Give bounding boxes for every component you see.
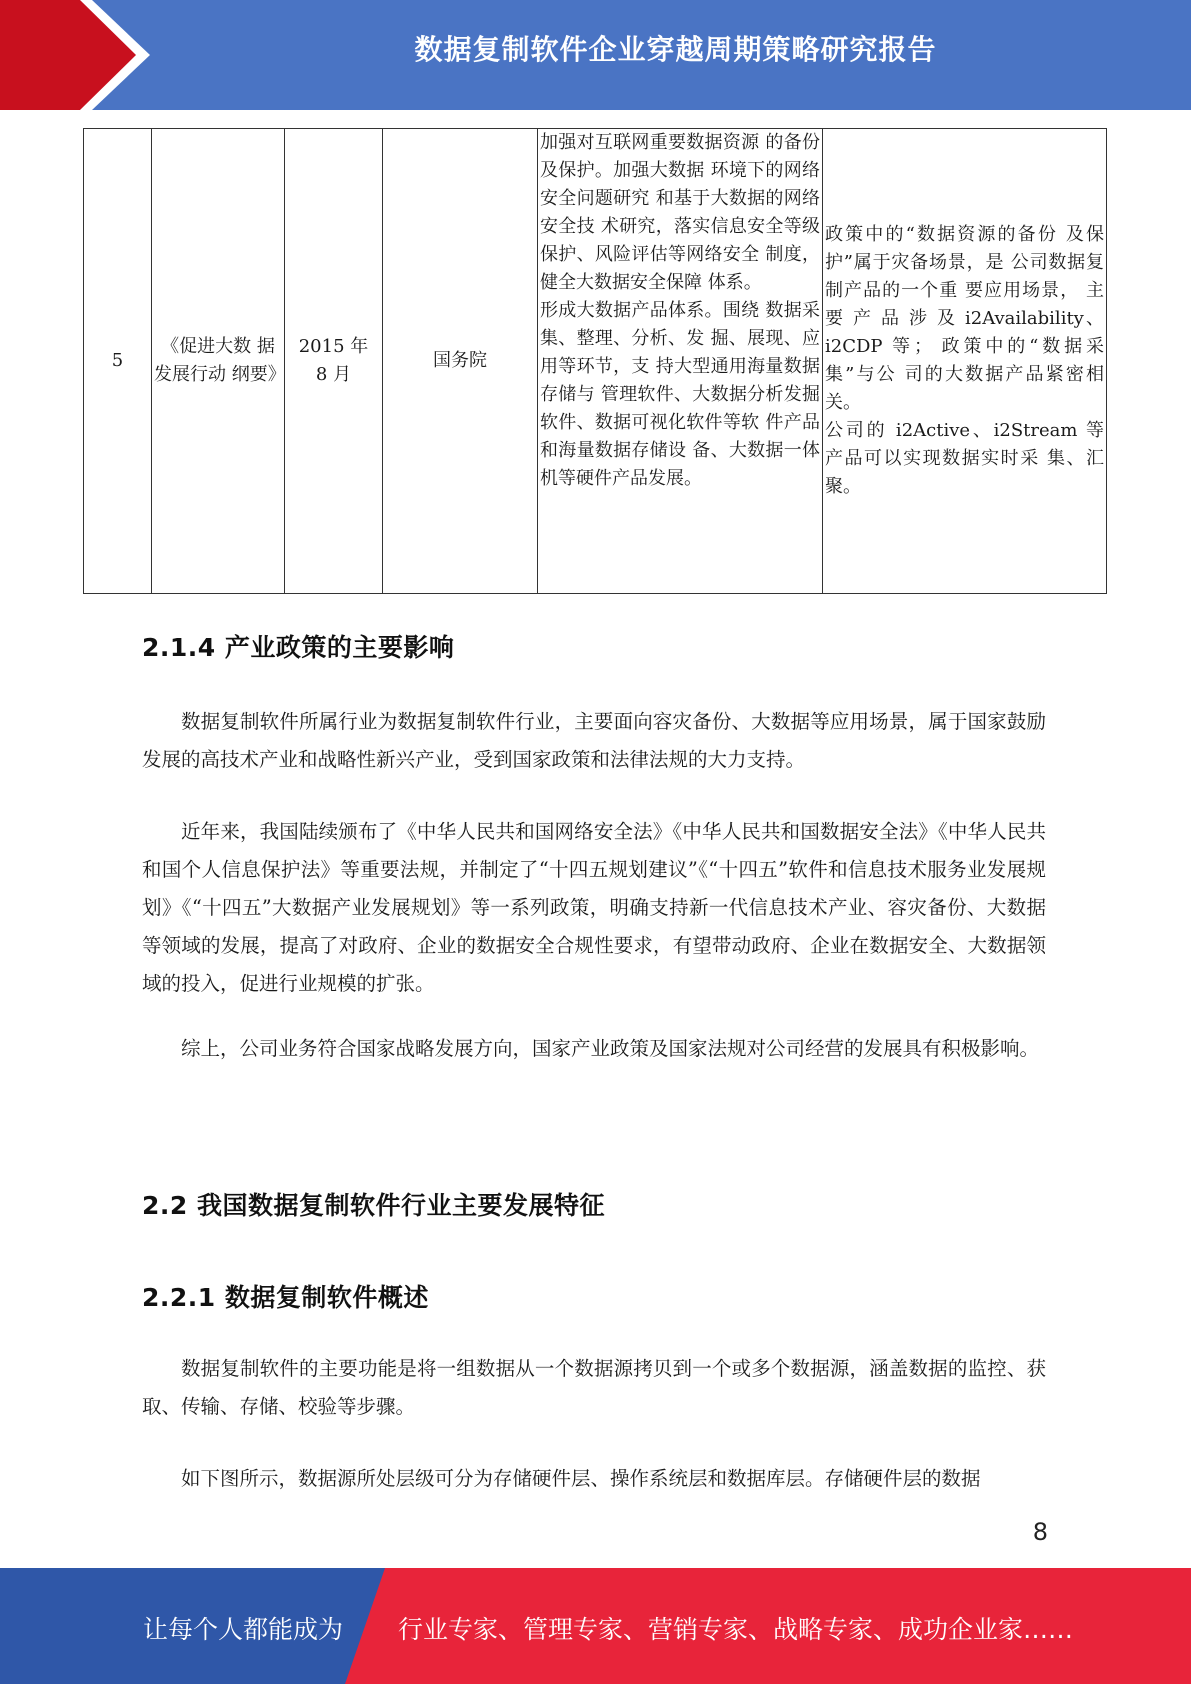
section-heading: 2.2 我国数据复制软件行业主要发展特征 (142, 1191, 605, 1220)
body-paragraph: 数据复制软件所属行业为数据复制软件行业，主要面向容灾备份、大数据等应用场景，属于国家鼓励发展的高技术产业和战略性新兴产业，受到国家政策和法律法规的大力支持。 (142, 710, 1046, 771)
body-paragraph: 近年来，我国陆续颁布了《中华人民共和国网络安全法》《中华人民共和国数据安全法》《中华人民共和国个人信息保护法》等重要法规，并制定了“十四五规划建议”《“十四五”软件和信息技术服务业发展规划》《“十四五”大数据产业发展规划》等一系列政策，明确支持新一代信息技术产业、容灾备份、大数据等领域的发展，提高了对政府、企业的数据安全合规性要求，有望带动政府、企业在数据安全、大数据领域的投入，促进行业规模的扩张。 (142, 820, 1046, 995)
page-number: 8 (1032, 1518, 1048, 1546)
row-number: 5 (84, 129, 152, 594)
policy-table (83, 128, 1107, 594)
page-header (0, 0, 1191, 110)
issue-date: 2015 年 8 月 (285, 129, 383, 594)
policy-content: 加强对互联网重要数据资源 的备份及保护。加强大数据 环境下的网络安全问题研究 和基于大数据的网络安全技 术研究，落实信息安全等级 保护、风险评估等网络安全 制度，健全大数据安全保障 体系。 形成大数据产品体系。围绕 数据采集、整理、分析、发 掘、展现、应用等环节，支 持大型通用海量数据存储与 管理软件、大数据分析发掘 软件、数据可视化软件等软 件产品和海量数据存储设 备、大数据一体机等硬件产品发展。 (538, 129, 823, 594)
section-heading: 2.2.1 数据复制软件概述 (142, 1283, 429, 1312)
body-paragraph: 数据复制软件的主要功能是将一组数据从一个数据源拷贝到一个或多个数据源，涵盖数据的监控、获取、传输、存储、校验等步骤。 (142, 1357, 1046, 1418)
paragraph-3 (142, 1030, 1046, 1068)
paragraph-4 (142, 1350, 1046, 1426)
paragraph-5 (142, 1460, 1046, 1498)
section-heading: 2.1.4 产业政策的主要影响 (142, 633, 455, 662)
policy-name: 《促进大数 据发展行动 纲要》 (152, 129, 285, 594)
section-214 (142, 628, 1046, 664)
body-paragraph: 如下图所示，数据源所处层级可分为存储硬件层、操作系统层和数据库层。存储硬件层的数据 (181, 1467, 981, 1490)
section-221 (142, 1278, 1046, 1314)
company-relevance: 政策中的“数据资源的备份 及保护”属于灾备场景，是 公司数据复制产品的一个重 要应用场景， 主 要 产 品 涉 及 i2Availability、i2CDP 等； 政策中的“数据采集”与公 司的大数据产品紧密相关。 公司的 i2Active、i2Stream 等 产品可以实现数据实时采 集、汇聚。 (823, 129, 1107, 594)
section-22 (142, 1186, 1046, 1222)
paragraph-2 (142, 813, 1046, 1003)
footer-slogan-right: 行业专家、管理专家、营销专家、战略专家、成功企业家…… (398, 1615, 1074, 1644)
footer-slogan-left: 让每个人都能成为 (143, 1615, 344, 1644)
table-row (84, 129, 1107, 594)
page-footer (0, 1568, 1191, 1684)
report-title: 数据复制软件企业穿越周期策略研究报告 (414, 33, 937, 66)
paragraph-1 (142, 703, 1046, 779)
body-paragraph: 综上，公司业务符合国家战略发展方向，国家产业政策及国家法规对公司经营的发展具有积极影响。 (181, 1037, 1040, 1060)
issuing-authority: 国务院 (383, 129, 538, 594)
